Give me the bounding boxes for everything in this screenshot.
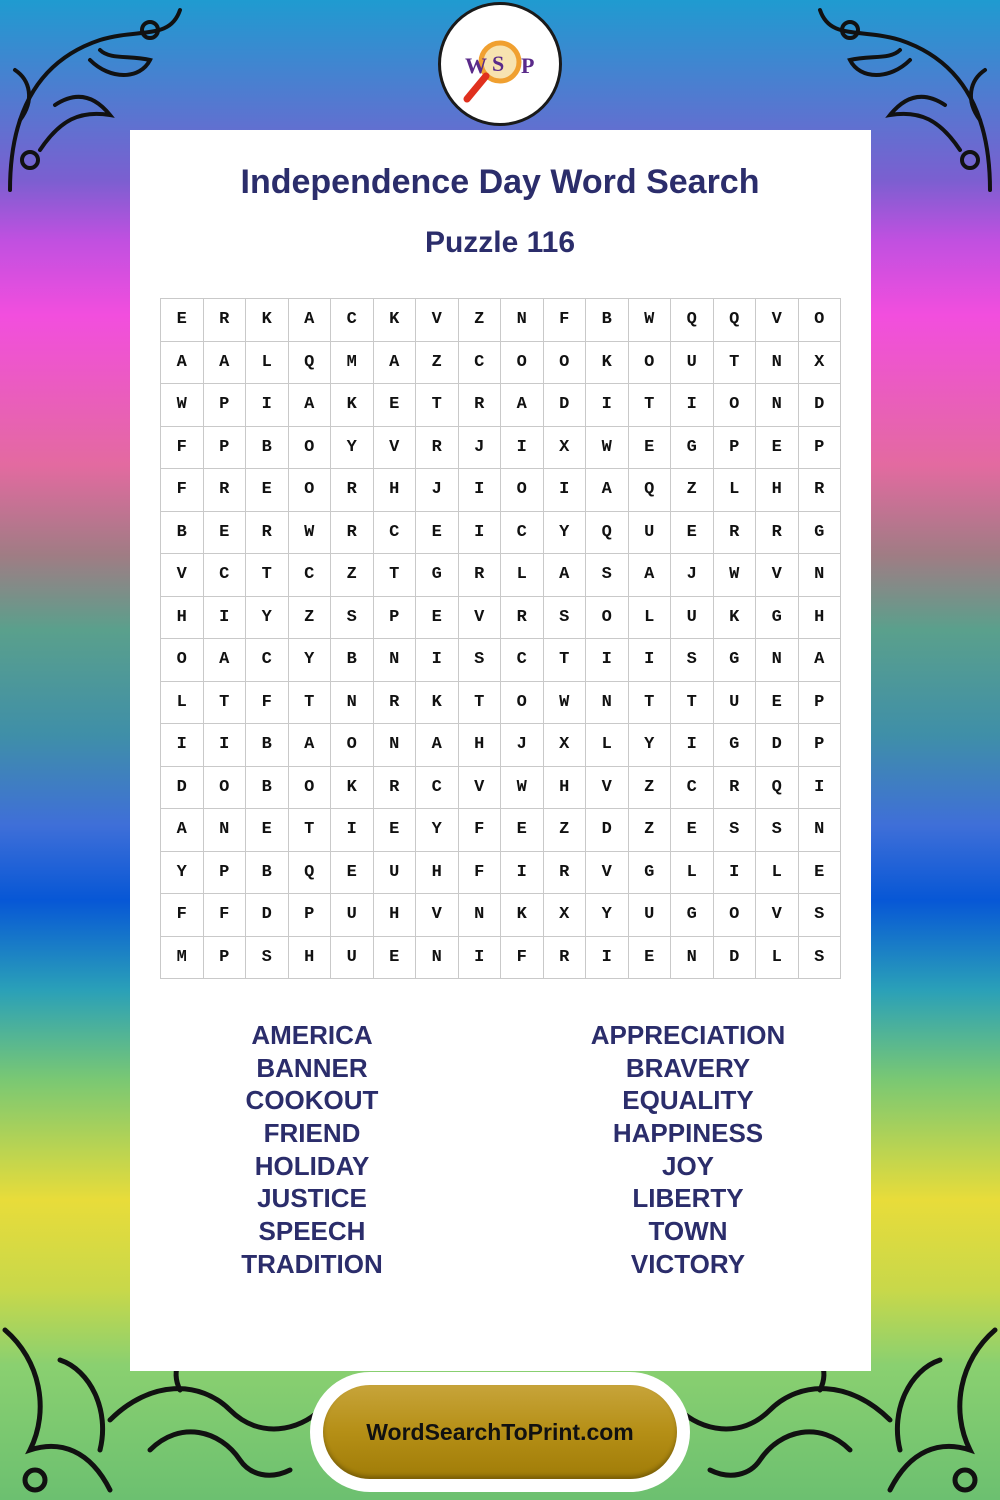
- grid-cell[interactable]: Y: [586, 894, 629, 937]
- grid-cell[interactable]: D: [543, 384, 586, 427]
- word-list-item: EQUALITY: [622, 1085, 754, 1116]
- grid-cell[interactable]: L: [628, 596, 671, 639]
- grid-cell[interactable]: S: [246, 936, 289, 979]
- grid-cell[interactable]: V: [756, 894, 799, 937]
- grid-cell[interactable]: R: [458, 554, 501, 597]
- grid-cell[interactable]: J: [458, 426, 501, 469]
- grid-cell[interactable]: S: [671, 639, 714, 682]
- grid-cell[interactable]: N: [373, 639, 416, 682]
- puzzle-number: Puzzle 116: [424, 226, 576, 259]
- grid-cell[interactable]: U: [331, 894, 374, 937]
- grid-row: [161, 596, 841, 639]
- grid-cell[interactable]: I: [246, 384, 289, 427]
- grid-cell[interactable]: K: [501, 894, 544, 937]
- grid-cell[interactable]: E: [798, 851, 841, 894]
- grid-cell[interactable]: C: [416, 766, 459, 809]
- site-logo[interactable]: [438, 2, 562, 126]
- grid-cell[interactable]: O: [288, 766, 331, 809]
- grid-cell[interactable]: P: [713, 426, 756, 469]
- grid-cell[interactable]: L: [756, 851, 799, 894]
- grid-cell[interactable]: N: [501, 299, 544, 342]
- grid-cell[interactable]: P: [203, 426, 246, 469]
- grid-cell[interactable]: W: [628, 299, 671, 342]
- grid-cell[interactable]: U: [373, 851, 416, 894]
- grid-cell[interactable]: V: [416, 894, 459, 937]
- grid-cell[interactable]: U: [628, 511, 671, 554]
- logo-letter-w: W: [465, 53, 487, 78]
- grid-cell[interactable]: C: [501, 639, 544, 682]
- grid-cell[interactable]: U: [628, 894, 671, 937]
- grid-cell[interactable]: I: [543, 469, 586, 512]
- grid-cell[interactable]: H: [458, 724, 501, 767]
- word-list-item: COOKOUT: [245, 1085, 379, 1116]
- grid-cell[interactable]: V: [586, 851, 629, 894]
- word-list-item: HAPPINESS: [612, 1118, 764, 1149]
- grid-cell[interactable]: I: [458, 511, 501, 554]
- grid-cell[interactable]: Z: [458, 299, 501, 342]
- grid-cell[interactable]: A: [798, 639, 841, 682]
- grid-cell[interactable]: Q: [288, 341, 331, 384]
- grid-row: [161, 681, 841, 724]
- grid-cell[interactable]: P: [288, 894, 331, 937]
- grid-cell[interactable]: B: [586, 299, 629, 342]
- grid-cell[interactable]: I: [501, 426, 544, 469]
- grid-cell[interactable]: S: [586, 554, 629, 597]
- grid-cell[interactable]: E: [373, 809, 416, 852]
- logo-letter-s: S: [492, 51, 505, 76]
- grid-cell[interactable]: T: [373, 554, 416, 597]
- grid-cell[interactable]: M: [331, 341, 374, 384]
- grid-cell[interactable]: Z: [416, 341, 459, 384]
- grid-cell[interactable]: A: [416, 724, 459, 767]
- grid-cell[interactable]: C: [501, 511, 544, 554]
- grid-cell[interactable]: R: [373, 681, 416, 724]
- grid-cell[interactable]: R: [798, 469, 841, 512]
- grid-cell[interactable]: R: [458, 384, 501, 427]
- grid-cell[interactable]: I: [458, 469, 501, 512]
- grid-cell[interactable]: V: [416, 299, 459, 342]
- grid-cell[interactable]: F: [161, 469, 204, 512]
- grid-cell[interactable]: S: [543, 596, 586, 639]
- grid-cell[interactable]: J: [501, 724, 544, 767]
- grid-cell[interactable]: H: [373, 469, 416, 512]
- grid-cell[interactable]: L: [501, 554, 544, 597]
- word-list-item: JOY: [661, 1150, 715, 1181]
- grid-cell[interactable]: D: [246, 894, 289, 937]
- grid-cell[interactable]: V: [373, 426, 416, 469]
- grid-cell[interactable]: I: [586, 384, 629, 427]
- grid-cell[interactable]: O: [501, 681, 544, 724]
- grid-cell[interactable]: V: [586, 766, 629, 809]
- grid-row: [161, 766, 841, 809]
- grid-cell[interactable]: L: [713, 469, 756, 512]
- word-list-item: VICTORY: [630, 1248, 746, 1279]
- grid-cell[interactable]: I: [331, 809, 374, 852]
- grid-cell[interactable]: J: [416, 469, 459, 512]
- grid-row: [161, 426, 841, 469]
- grid-cell[interactable]: O: [501, 341, 544, 384]
- grid-cell[interactable]: E: [373, 936, 416, 979]
- word-list-item: TOWN: [648, 1216, 728, 1247]
- grid-cell[interactable]: D: [756, 724, 799, 767]
- grid-cell[interactable]: N: [756, 341, 799, 384]
- grid-cell[interactable]: E: [246, 469, 289, 512]
- grid-cell[interactable]: E: [203, 511, 246, 554]
- grid-cell[interactable]: F: [458, 851, 501, 894]
- grid-cell[interactable]: Q: [586, 511, 629, 554]
- grid-cell[interactable]: R: [246, 511, 289, 554]
- grid-cell[interactable]: O: [501, 469, 544, 512]
- grid-cell[interactable]: E: [628, 426, 671, 469]
- grid-cell[interactable]: C: [331, 299, 374, 342]
- grid-cell[interactable]: T: [713, 341, 756, 384]
- grid-cell[interactable]: T: [246, 554, 289, 597]
- grid-cell[interactable]: N: [756, 384, 799, 427]
- grid-cell[interactable]: N: [416, 936, 459, 979]
- grid-cell[interactable]: S: [458, 639, 501, 682]
- grid-cell[interactable]: I: [416, 639, 459, 682]
- grid-cell[interactable]: A: [543, 554, 586, 597]
- grid-cell[interactable]: I: [586, 639, 629, 682]
- grid-cell[interactable]: R: [713, 766, 756, 809]
- grid-cell[interactable]: R: [331, 469, 374, 512]
- grid-cell[interactable]: N: [586, 681, 629, 724]
- grid-cell[interactable]: C: [246, 639, 289, 682]
- grid-cell[interactable]: A: [501, 384, 544, 427]
- grid-cell[interactable]: V: [756, 554, 799, 597]
- grid-cell[interactable]: A: [203, 341, 246, 384]
- word-list-item: HOLIDAY: [254, 1150, 370, 1181]
- grid-row: [161, 299, 841, 342]
- grid-cell[interactable]: H: [798, 596, 841, 639]
- grid-cell[interactable]: T: [458, 681, 501, 724]
- grid-cell[interactable]: X: [543, 724, 586, 767]
- word-list-item: BRAVERY: [625, 1052, 751, 1083]
- grid-cell[interactable]: W: [501, 766, 544, 809]
- grid-cell[interactable]: O: [586, 596, 629, 639]
- grid-cell[interactable]: Z: [288, 596, 331, 639]
- grid-cell[interactable]: R: [203, 299, 246, 342]
- grid-row: [161, 894, 841, 937]
- grid-row: [161, 936, 841, 979]
- grid-cell[interactable]: J: [671, 554, 714, 597]
- grid-cell[interactable]: T: [543, 639, 586, 682]
- grid-cell[interactable]: E: [161, 299, 204, 342]
- grid-cell[interactable]: Y: [161, 851, 204, 894]
- grid-cell[interactable]: Q: [756, 766, 799, 809]
- word-list-left: [162, 1019, 462, 1281]
- grid-cell[interactable]: O: [628, 341, 671, 384]
- grid-cell[interactable]: P: [203, 851, 246, 894]
- grid-cell[interactable]: R: [501, 596, 544, 639]
- grid-cell[interactable]: E: [331, 851, 374, 894]
- grid-cell[interactable]: E: [416, 596, 459, 639]
- grid-row: [161, 639, 841, 682]
- grid-cell[interactable]: W: [713, 554, 756, 597]
- grid-cell[interactable]: Q: [628, 469, 671, 512]
- grid-cell[interactable]: I: [161, 724, 204, 767]
- grid-cell[interactable]: I: [671, 724, 714, 767]
- grid-cell[interactable]: T: [288, 681, 331, 724]
- grid-cell[interactable]: E: [756, 681, 799, 724]
- page-title: Independence Day Word Search: [240, 163, 760, 201]
- grid-cell[interactable]: N: [458, 894, 501, 937]
- grid-cell[interactable]: P: [798, 681, 841, 724]
- grid-cell[interactable]: E: [671, 511, 714, 554]
- grid-cell[interactable]: V: [458, 596, 501, 639]
- grid-cell[interactable]: I: [203, 724, 246, 767]
- grid-cell[interactable]: S: [331, 596, 374, 639]
- word-list-item: BANNER: [256, 1052, 368, 1083]
- grid-cell[interactable]: R: [416, 426, 459, 469]
- grid-cell[interactable]: I: [798, 766, 841, 809]
- grid-row: [161, 384, 841, 427]
- grid-cell[interactable]: P: [373, 596, 416, 639]
- logo-letter-p: P: [521, 53, 535, 78]
- grid-cell[interactable]: G: [671, 426, 714, 469]
- grid-cell[interactable]: S: [756, 809, 799, 852]
- grid-row: [161, 851, 841, 894]
- grid-cell[interactable]: B: [331, 639, 374, 682]
- grid-cell[interactable]: A: [161, 809, 204, 852]
- grid-cell[interactable]: N: [671, 936, 714, 979]
- grid-cell[interactable]: H: [756, 469, 799, 512]
- grid-cell[interactable]: E: [501, 809, 544, 852]
- grid-cell[interactable]: Y: [246, 596, 289, 639]
- grid-cell[interactable]: W: [586, 426, 629, 469]
- grid-row: [161, 724, 841, 767]
- grid-cell[interactable]: H: [288, 936, 331, 979]
- grid-cell[interactable]: Z: [628, 809, 671, 852]
- grid-cell[interactable]: R: [756, 511, 799, 554]
- grid-cell[interactable]: O: [798, 299, 841, 342]
- grid-cell[interactable]: N: [373, 724, 416, 767]
- grid-cell[interactable]: Q: [671, 299, 714, 342]
- grid-cell[interactable]: I: [203, 596, 246, 639]
- grid-cell[interactable]: Z: [671, 469, 714, 512]
- grid-cell[interactable]: H: [373, 894, 416, 937]
- grid-cell[interactable]: L: [161, 681, 204, 724]
- grid-cell[interactable]: O: [288, 426, 331, 469]
- grid-cell[interactable]: S: [713, 809, 756, 852]
- grid-cell[interactable]: P: [203, 384, 246, 427]
- grid-cell[interactable]: Q: [288, 851, 331, 894]
- word-list-item: SPEECH: [258, 1216, 366, 1247]
- grid-cell[interactable]: U: [713, 681, 756, 724]
- grid-cell[interactable]: G: [756, 596, 799, 639]
- grid-cell[interactable]: A: [161, 341, 204, 384]
- grid-cell[interactable]: F: [543, 299, 586, 342]
- grid-cell[interactable]: K: [586, 341, 629, 384]
- grid-cell[interactable]: C: [671, 766, 714, 809]
- grid-cell[interactable]: K: [416, 681, 459, 724]
- grid-cell[interactable]: H: [161, 596, 204, 639]
- word-list-item: LIBERTY: [632, 1183, 744, 1214]
- word-list-item: APPRECIATION: [590, 1020, 786, 1050]
- grid-cell[interactable]: I: [713, 851, 756, 894]
- grid-cell[interactable]: N: [756, 639, 799, 682]
- grid-cell[interactable]: T: [416, 384, 459, 427]
- grid-row: [161, 469, 841, 512]
- footer-site-link[interactable]: WordSearchToPrint.com: [323, 1385, 677, 1479]
- grid-cell[interactable]: F: [501, 936, 544, 979]
- grid-cell[interactable]: P: [203, 936, 246, 979]
- grid-cell[interactable]: Y: [416, 809, 459, 852]
- grid-cell[interactable]: N: [798, 809, 841, 852]
- word-list-right: [538, 1019, 838, 1281]
- grid-cell[interactable]: I: [501, 851, 544, 894]
- grid-cell[interactable]: T: [628, 681, 671, 724]
- grid-cell[interactable]: A: [628, 554, 671, 597]
- grid-cell[interactable]: Y: [628, 724, 671, 767]
- word-list-item: AMERICA: [251, 1020, 373, 1050]
- grid-cell[interactable]: Y: [543, 511, 586, 554]
- grid-cell[interactable]: W: [288, 511, 331, 554]
- grid-cell[interactable]: V: [458, 766, 501, 809]
- grid-row: [161, 341, 841, 384]
- grid-cell[interactable]: A: [373, 341, 416, 384]
- grid-row: [161, 511, 841, 554]
- grid-cell[interactable]: G: [671, 894, 714, 937]
- grid-cell[interactable]: K: [246, 299, 289, 342]
- grid-cell[interactable]: G: [628, 851, 671, 894]
- grid-cell[interactable]: A: [288, 299, 331, 342]
- grid-cell[interactable]: R: [543, 851, 586, 894]
- grid-cell[interactable]: I: [586, 936, 629, 979]
- grid-cell[interactable]: D: [713, 936, 756, 979]
- grid-cell[interactable]: E: [416, 511, 459, 554]
- grid-cell[interactable]: E: [373, 384, 416, 427]
- grid-cell[interactable]: E: [246, 809, 289, 852]
- grid-cell[interactable]: O: [713, 894, 756, 937]
- grid-cell[interactable]: Y: [288, 639, 331, 682]
- grid-cell[interactable]: V: [756, 299, 799, 342]
- grid-cell[interactable]: H: [416, 851, 459, 894]
- grid-cell[interactable]: B: [161, 511, 204, 554]
- grid-cell[interactable]: A: [203, 639, 246, 682]
- grid-cell[interactable]: H: [543, 766, 586, 809]
- grid-cell[interactable]: C: [203, 554, 246, 597]
- grid-cell[interactable]: L: [246, 341, 289, 384]
- grid-cell[interactable]: X: [543, 894, 586, 937]
- grid-cell[interactable]: W: [161, 384, 204, 427]
- grid-cell[interactable]: A: [288, 724, 331, 767]
- letter-grid[interactable]: [160, 298, 841, 979]
- grid-cell[interactable]: B: [246, 724, 289, 767]
- grid-cell[interactable]: Z: [331, 554, 374, 597]
- grid-cell[interactable]: D: [161, 766, 204, 809]
- grid-cell[interactable]: E: [628, 936, 671, 979]
- grid-cell[interactable]: R: [373, 766, 416, 809]
- grid-cell[interactable]: G: [713, 724, 756, 767]
- grid-cell[interactable]: I: [628, 639, 671, 682]
- grid-cell[interactable]: O: [203, 766, 246, 809]
- grid-cell[interactable]: E: [671, 809, 714, 852]
- grid-cell[interactable]: U: [331, 936, 374, 979]
- grid-cell[interactable]: Z: [628, 766, 671, 809]
- grid-cell[interactable]: X: [798, 341, 841, 384]
- grid-cell[interactable]: X: [543, 426, 586, 469]
- grid-cell[interactable]: Q: [713, 299, 756, 342]
- grid-cell[interactable]: S: [798, 894, 841, 937]
- grid-cell[interactable]: K: [331, 384, 374, 427]
- grid-cell[interactable]: T: [203, 681, 246, 724]
- grid-cell[interactable]: P: [798, 426, 841, 469]
- grid-cell[interactable]: O: [288, 469, 331, 512]
- grid-cell[interactable]: G: [798, 511, 841, 554]
- grid-cell[interactable]: R: [331, 511, 374, 554]
- grid-cell[interactable]: C: [288, 554, 331, 597]
- grid-cell[interactable]: Y: [331, 426, 374, 469]
- grid-cell[interactable]: N: [798, 554, 841, 597]
- grid-cell[interactable]: O: [543, 341, 586, 384]
- grid-cell[interactable]: F: [203, 894, 246, 937]
- grid-row: [161, 809, 841, 852]
- grid-cell[interactable]: V: [161, 554, 204, 597]
- grid-cell[interactable]: R: [713, 511, 756, 554]
- grid-cell[interactable]: G: [416, 554, 459, 597]
- grid-cell[interactable]: W: [543, 681, 586, 724]
- grid-cell[interactable]: C: [373, 511, 416, 554]
- grid-cell[interactable]: E: [756, 426, 799, 469]
- grid-cell[interactable]: U: [671, 341, 714, 384]
- grid-cell[interactable]: F: [246, 681, 289, 724]
- grid-cell[interactable]: T: [288, 809, 331, 852]
- grid-cell[interactable]: I: [671, 384, 714, 427]
- grid-cell[interactable]: O: [713, 384, 756, 427]
- grid-cell[interactable]: B: [246, 766, 289, 809]
- word-list-item: JUSTICE: [257, 1183, 367, 1214]
- grid-cell[interactable]: D: [798, 384, 841, 427]
- grid-cell[interactable]: T: [671, 681, 714, 724]
- grid-cell[interactable]: Z: [543, 809, 586, 852]
- grid-cell[interactable]: R: [543, 936, 586, 979]
- grid-cell[interactable]: L: [756, 936, 799, 979]
- grid-cell[interactable]: F: [161, 894, 204, 937]
- grid-cell[interactable]: N: [331, 681, 374, 724]
- grid-cell[interactable]: B: [246, 426, 289, 469]
- grid-cell[interactable]: L: [586, 724, 629, 767]
- word-list-item: FRIEND: [263, 1118, 361, 1149]
- word-list-item: TRADITION: [241, 1248, 383, 1279]
- grid-cell[interactable]: F: [458, 809, 501, 852]
- grid-cell[interactable]: D: [586, 809, 629, 852]
- grid-cell[interactable]: L: [671, 851, 714, 894]
- grid-cell[interactable]: B: [246, 851, 289, 894]
- grid-cell[interactable]: T: [628, 384, 671, 427]
- grid-cell[interactable]: K: [373, 299, 416, 342]
- grid-cell[interactable]: C: [458, 341, 501, 384]
- grid-cell[interactable]: M: [161, 936, 204, 979]
- grid-cell[interactable]: G: [713, 639, 756, 682]
- grid-cell[interactable]: F: [161, 426, 204, 469]
- grid-cell[interactable]: I: [458, 936, 501, 979]
- grid-row: [161, 554, 841, 597]
- grid-cell[interactable]: S: [798, 936, 841, 979]
- grid-cell[interactable]: A: [586, 469, 629, 512]
- grid-cell[interactable]: A: [288, 384, 331, 427]
- grid-cell[interactable]: P: [798, 724, 841, 767]
- grid-cell[interactable]: K: [713, 596, 756, 639]
- grid-cell[interactable]: O: [331, 724, 374, 767]
- grid-cell[interactable]: K: [331, 766, 374, 809]
- grid-cell[interactable]: U: [671, 596, 714, 639]
- grid-cell[interactable]: N: [203, 809, 246, 852]
- grid-cell[interactable]: R: [203, 469, 246, 512]
- grid-cell[interactable]: O: [161, 639, 204, 682]
